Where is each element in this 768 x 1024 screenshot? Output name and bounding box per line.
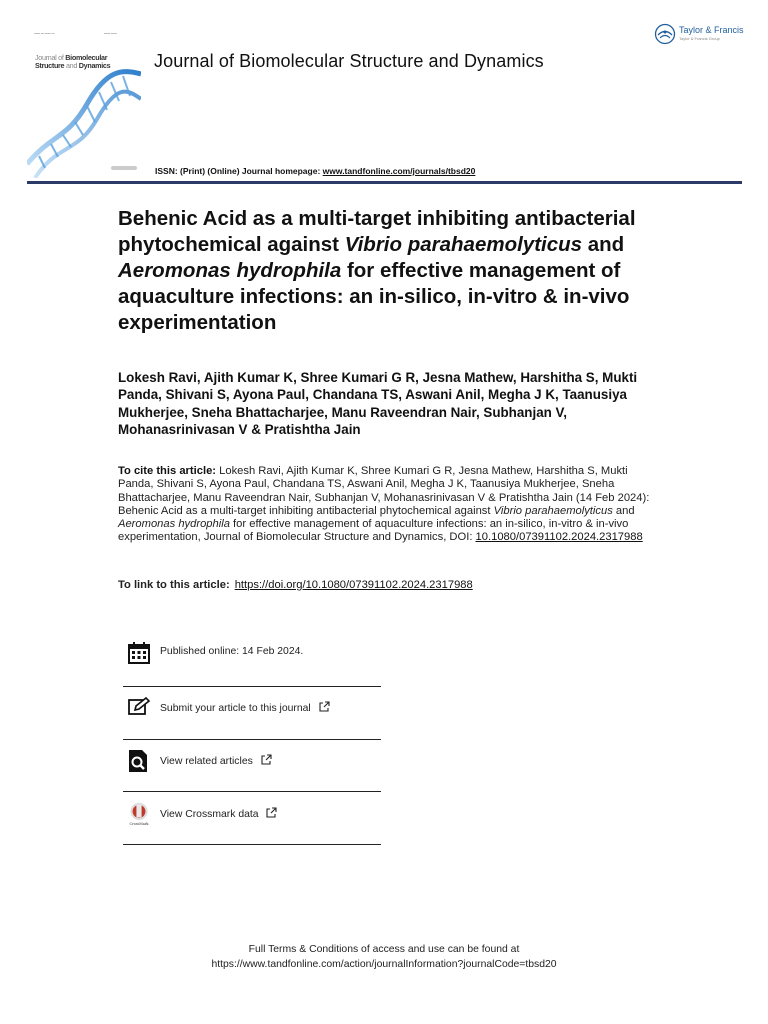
published-online-row [123,628,381,679]
calendar-icon [127,641,151,665]
article-title: Behenic Acid as a multi-target inhibiting antibacterial phytochemical against Vibrio parahaemolyticus and Aeromonas hydrophila for effective management of aquaculture infections: an in-silico, in-vitro & in-vivo experimentation [118,207,636,334]
external-link-icon [261,754,272,765]
row-divider [123,844,381,845]
edit-icon [127,696,151,720]
published-online-text: Published online: 14 Feb 2024. [160,646,304,657]
tiny-header-mark: ▬▬ ▬ ▬▬ ▬ [34,31,55,35]
issn-line [155,166,475,176]
submit-article-link[interactable]: Submit your article to this journal [160,701,330,714]
related-articles-row[interactable] [123,736,381,787]
submit-article-row[interactable] [123,683,381,734]
publisher-name: Taylor & Francis [679,25,744,35]
header-divider [27,181,742,184]
terms-footer [0,943,768,972]
svg-text:CrossMark: CrossMark [129,822,149,826]
article-link-label: To link to this article: [118,579,230,591]
publisher-logo[interactable] [654,23,749,49]
author-list: Lokesh Ravi, Ajith Kumar K, Shree Kumari G R, Jesna Mathew, Harshitha S, Mukti Panda, Shivani S, Ayona Paul, Chandana TS, Aswani Anil, Megha J K, Taanusiya Mukherjee, Sneha Bhattacharjee, Manu Raveendran Nair, Subhanjan V, Mohanasrinivasan V & Pratishtha Jain [118,370,638,437]
crossmark-row[interactable] [123,789,381,840]
citation-block: To cite this article: Lokesh Ravi, Ajith Kumar K, Shree Kumari G R, Jesna Mathew, Harshitha S, Mukti Panda, Shivani S, Ayona Paul, Chandana TS, Aswani Anil, Megha J K, Taanusiya Mukherjee, Sneha Bhattacharjee, Manu Raveendran Nair, Subhanjan V, Mohanasrinivasan V & Pratishtha Jain (14 Feb 2024): Behenic Acid as a multi-target inhibiting antibacterial phytochemical against Vibrio parahaemolyticus and Aeromonas hydrophila for effective management of aquaculture infections: an in-silico, in-vitro & in-vivo experimentation, Journal of Biomolecular Structure and Dynamics, DOI: 10.1080/07391102.2024.2317988 [118,465,650,544]
doi-link[interactable]: 10.1080/07391102.2024.2317988 [475,531,643,544]
journal-title: Journal of Biomolecular Structure and Dynamics [154,51,544,71]
article-doi-url-link[interactable]: https://doi.org/10.1080/07391102.2024.2317988 [234,579,473,591]
article-link-line [118,579,658,591]
journal-cover-image[interactable] [27,44,141,178]
crossmark-link[interactable]: View Crossmark data [160,807,277,820]
external-link-icon [266,807,277,818]
tiny-header-mark-2: ▬▬ ▬▬ [104,31,117,35]
publisher-logo-icon [654,23,676,45]
journal-homepage-link[interactable]: www.tandfonline.com/journals/tbsd20 [322,166,476,176]
citation-label: To cite this article: [118,465,217,477]
issn-label: ISSN: (Print) (Online) Journal homepage: [155,166,321,176]
search-document-icon [127,749,151,773]
terms-footer-line1: Full Terms & Conditions of access and use can be found at [248,944,520,955]
related-articles-link[interactable]: View related articles [160,754,272,767]
publisher-subtitle: Taylor & Francis Group [679,36,720,41]
external-link-icon [319,701,330,712]
crossmark-icon [127,802,151,826]
cover-publisher-logo [111,166,137,170]
cover-title: Journal of Biomolecular Structure and Dynamics [35,53,111,70]
terms-footer-url[interactable]: https://www.tandfonline.com/action/journalInformation?journalCode=tbsd20 [211,958,557,970]
